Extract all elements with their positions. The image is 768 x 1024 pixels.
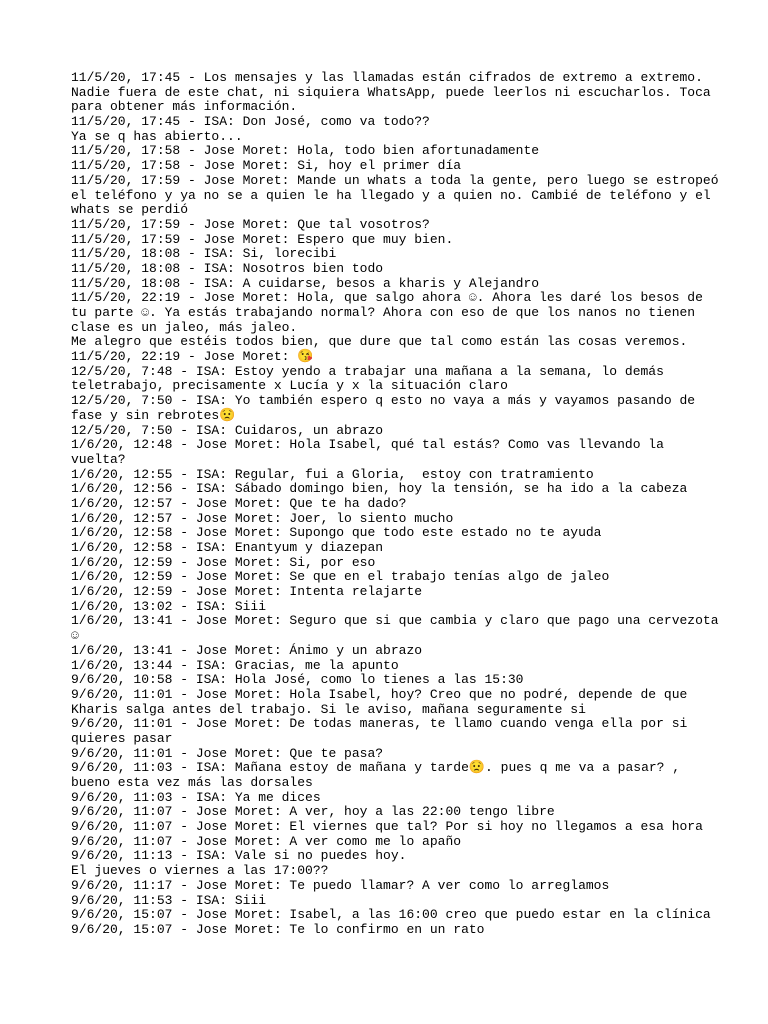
transcript-line: 11/5/20, 17:45 - Los mensajes y las llamadas están cifrados de extremo a extremo.	[71, 70, 703, 85]
transcript-line: 12/5/20, 7:50 - ISA: Cuidaros, un abrazo	[71, 422, 384, 438]
transcript-line: 9/6/20, 11:07 - Jose Moret: A ver como me lo apaño	[71, 833, 462, 849]
transcript-line: 9/6/20, 11:07 - Jose Moret: A ver, hoy a las 22:00 tengo libre	[71, 804, 555, 820]
transcript-line: 9/6/20, 15:07 - Jose Moret: Te lo confirmo en un rato	[71, 921, 485, 937]
transcript-line: bueno esta vez más las dorsales	[71, 775, 313, 790]
transcript-line: 9/6/20, 11:13 - ISA: Vale si no puedes hoy.	[71, 848, 407, 864]
transcript-line: 1/6/20, 12:48 - Jose Moret: Hola Isabel, qué tal estás? Como vas llevando la	[71, 437, 664, 453]
transcript-line: 12/5/20, 7:50 - ISA: Yo también espero q esto no vaya a más y vayamos pasando de	[71, 393, 696, 409]
transcript-line: teletrabajo, precisamente x Lucía y x la situación claro	[71, 378, 508, 394]
transcript-line: fase y sin rebrotes😟	[71, 407, 236, 423]
transcript-line: 9/6/20, 11:01 - Jose Moret: De todas maneras, te llamo cuando venga ella por si	[71, 716, 688, 732]
chat-transcript	[71, 70, 719, 938]
transcript-line: 9/6/20, 11:03 - ISA: Mañana estoy de mañana y tarde😟. pues q me va a pasar? ,	[71, 760, 681, 776]
transcript-line: 9/6/20, 11:53 - ISA: Siii	[71, 892, 267, 908]
transcript-line: Nadie fuera de este chat, ni siquiera WhatsApp, puede leerlos ni escucharlos. Toca	[71, 84, 711, 100]
transcript-line: 11/5/20, 22:19 - Jose Moret: 😘	[71, 349, 314, 365]
transcript-line: 11/5/20, 17:45 - ISA: Don José, como va todo??	[71, 114, 430, 130]
transcript-line: 1/6/20, 12:57 - Jose Moret: Que te ha dado?	[71, 495, 407, 511]
transcript-line: 1/6/20, 12:58 - Jose Moret: Supongo que todo este estado no te ayuda	[71, 525, 602, 541]
transcript-line: Ya se q has abierto...	[71, 128, 243, 144]
transcript-line: 11/5/20, 18:08 - ISA: Nosotros bien todo	[71, 260, 384, 276]
transcript-line: 12/5/20, 7:48 - ISA: Estoy yendo a trabajar una mañana a la semana, lo demás	[71, 363, 664, 379]
transcript-line: whats se perdió	[71, 202, 189, 218]
transcript-line: 1/6/20, 12:59 - Jose Moret: Si, por eso	[71, 554, 376, 570]
transcript-line: 1/6/20, 13:41 - Jose Moret: Ánimo y un abrazo	[71, 642, 423, 658]
transcript-line: quieres pasar	[71, 730, 173, 746]
transcript-line: vuelta?	[71, 451, 126, 467]
transcript-line: 11/5/20, 17:58 - Jose Moret: Si, hoy el primer día	[71, 158, 462, 174]
transcript-line: tu parte ☺. Ya estás trabajando normal? Ahora con eso de que los nanos no tienen	[71, 305, 696, 320]
transcript-line: 1/6/20, 13:02 - ISA: Siii	[71, 598, 267, 614]
transcript-line: 1/6/20, 13:41 - Jose Moret: Seguro que si que cambia y claro que pago una cervezota	[71, 613, 719, 629]
transcript-line: 9/6/20, 10:58 - ISA: Hola José, como lo tienes a las 15:30	[71, 672, 524, 688]
transcript-line: 9/6/20, 15:07 - Jose Moret: Isabel, a las 16:00 creo que puedo estar en la clínica	[71, 907, 711, 923]
transcript-line: 1/6/20, 12:59 - Jose Moret: Se que en el trabajo tenías algo de jaleo	[71, 569, 610, 585]
transcript-line: 9/6/20, 11:01 - Jose Moret: Hola Isabel, hoy? Creo que no podré, depende de que	[71, 686, 688, 702]
transcript-line: ☺	[71, 628, 79, 644]
transcript-line: 11/5/20, 17:59 - Jose Moret: Espero que muy bien.	[71, 231, 454, 247]
transcript-line: 11/5/20, 17:58 - Jose Moret: Hola, todo bien afortunadamente	[71, 143, 540, 159]
transcript-line: 9/6/20, 11:03 - ISA: Ya me dices	[71, 789, 321, 805]
transcript-line: 9/6/20, 11:07 - Jose Moret: El viernes que tal? Por si hoy no llegamos a esa hora	[71, 819, 703, 835]
transcript-line: 11/5/20, 22:19 - Jose Moret: Hola, que salgo ahora ☺. Ahora les daré los besos de	[71, 290, 703, 306]
transcript-line: el teléfono y ya no se a quien le ha llegado y a quien no. Cambié de teléfono y el	[71, 187, 711, 203]
transcript-line: 9/6/20, 11:01 - Jose Moret: Que te pasa?	[71, 745, 384, 761]
transcript-line: Me alegro que estéis todos bien, que dure que tal como están las cosas veremos.	[71, 334, 688, 350]
transcript-line: para obtener más información.	[71, 99, 298, 115]
transcript-line: 1/6/20, 12:55 - ISA: Regular, fui a Gloria, estoy con tratramiento	[71, 466, 594, 482]
transcript-line: 11/5/20, 18:08 - ISA: Si, lorecibi	[71, 246, 337, 262]
transcript-line: 1/6/20, 12:57 - Jose Moret: Joer, lo siento mucho	[71, 510, 454, 526]
transcript-line: 1/6/20, 12:59 - Jose Moret: Intenta relajarte	[71, 584, 423, 600]
transcript-line: 1/6/20, 12:58 - ISA: Enantyum y diazepan	[71, 540, 384, 555]
transcript-line: 11/5/20, 18:08 - ISA: A cuidarse, besos a kharis y Alejandro	[71, 275, 540, 291]
transcript-line: 11/5/20, 17:59 - Jose Moret: Que tal vosotros?	[71, 216, 430, 232]
transcript-line: El jueves o viernes a las 17:00??	[71, 863, 329, 879]
transcript-line: 11/5/20, 17:59 - Jose Moret: Mande un whats a toda la gente, pero luego se estropeó	[71, 172, 719, 188]
transcript-line: 1/6/20, 13:44 - ISA: Gracias, me la apunto	[71, 657, 399, 673]
transcript-line: 1/6/20, 12:56 - ISA: Sábado domingo bien, hoy la tensión, se ha ido a la cabeza	[71, 481, 688, 497]
transcript-line: 9/6/20, 11:17 - Jose Moret: Te puedo llamar? A ver como lo arreglamos	[71, 877, 610, 893]
transcript-line: Kharis salga antes del trabajo. Si le aviso, mañana seguramente si	[71, 701, 586, 717]
transcript-line: clase es un jaleo, más jaleo.	[71, 319, 298, 335]
